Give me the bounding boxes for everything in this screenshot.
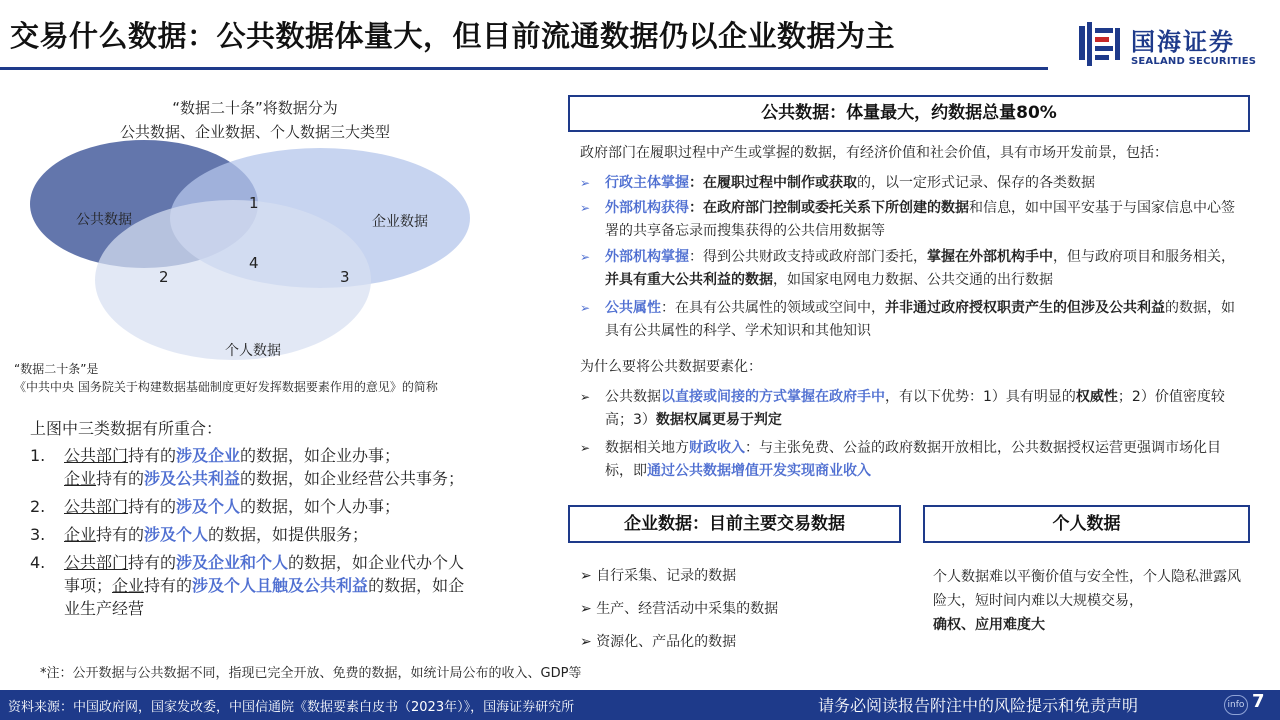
bullet-bold-text: ：在政府部门控制或委托关系下所创建的数据 [689, 200, 969, 216]
arrow-bullet-icon: ➢ [580, 390, 591, 404]
overlap-item-1 [30, 444, 470, 490]
footnote: *注：公开数据与公共数据不同，指现已完全开放、免费的数据，如统计局公布的收入、GDP等 [40, 666, 582, 681]
footer-source: 资料来源：中国政府网，国家发改委，中国信通院《数据要素白皮书（2023年）》，国海证券研究所 [8, 700, 575, 715]
plain-text: 的数据，如企业生产经营 [64, 576, 465, 618]
highlight-text: 涉及个人 [144, 525, 209, 544]
bullet-text: 和信息，如中国平安基于与国家信息中心签署的共享备忘录而搜集获得的公共信用数据等 [605, 200, 1235, 239]
enterprise-item [580, 562, 778, 595]
why-heading: 为什么要将公共数据要素化： [580, 359, 762, 375]
personal-data-text [933, 565, 1243, 637]
public-bullet-1 [580, 172, 1245, 195]
holder-text: 公共部门 [64, 446, 129, 465]
arrow-bullet-icon: ➢ [580, 441, 591, 455]
bullet-keyword: 以直接或间接的方式掌握在政府手中 [661, 389, 885, 405]
company-logo [1075, 20, 1265, 72]
enterprise-item-text: 自行采集、记录的数据 [596, 568, 737, 584]
plain-text: 持有的 [96, 469, 145, 488]
bullet-text: 公共数据 [605, 389, 661, 405]
venn-caption-line-1: “数据二十条”将数据分为 [172, 99, 338, 117]
overlap-list [30, 444, 470, 625]
arrow-bullet-icon: ➢ [580, 301, 591, 315]
highlight-text: 涉及公共利益 [144, 469, 241, 488]
holder-text: 企业 [64, 469, 97, 488]
venn-caption [60, 96, 450, 144]
plain-text: 持有的 [128, 446, 177, 465]
bullet-bold-text: 并非通过政府授权职责产生的但涉及公共利益 [885, 300, 1165, 316]
arrow-bullet-icon: ➢ [580, 201, 591, 215]
venn-region-1: 1 [249, 194, 259, 212]
venn-label-personal: 个人数据 [225, 343, 281, 359]
bullet-bold-text: 权威性 [1075, 389, 1118, 405]
title-divider [0, 67, 1048, 70]
highlight-text: 涉及个人 [176, 497, 241, 516]
bullet-keyword: 财政收入 [689, 440, 745, 456]
enterprise-item [580, 628, 778, 661]
highlight-text: 涉及企业和个人 [176, 553, 289, 572]
venn-label-public: 公共数据 [76, 212, 132, 228]
enterprise-item [580, 595, 778, 628]
page-title: 交易什么数据：公共数据体量大，但目前流通数据仍以企业数据为主 [10, 19, 896, 53]
bullet-bold-text: ：在履职过程中制作或获取 [689, 175, 857, 191]
overlap-item-3 [30, 523, 470, 546]
holder-text: 公共部门 [64, 553, 129, 572]
overlap-item-4 [30, 551, 470, 620]
plain-text: 的数据，如企业经营公共事务； [240, 469, 465, 488]
overlap-item-number: 4. [30, 553, 46, 572]
venn-region-3: 3 [340, 268, 350, 286]
public-data-intro: 政府部门在履职过程中产生或掌握的数据，有经济价值和社会价值，具有市场开发前景，包括： [580, 145, 1168, 161]
bullet-keyword: 通过公共数据增值开发实现商业收入 [647, 463, 871, 479]
public-bullet-3 [580, 246, 1245, 292]
bullet-keyword: 行政主体掌握 [605, 175, 689, 191]
plain-text: 的数据，如提供服务； [208, 525, 369, 544]
venn-diagram [30, 140, 470, 380]
why-bullet-1 [580, 386, 1245, 432]
footer-disclaimer: 请务必阅读报告附注中的风险提示和免责声明 [818, 696, 1139, 715]
enterprise-item-text: 资源化、产品化的数据 [596, 634, 737, 650]
bullet-text: 的，以一定形式记录、保存的各类数据 [857, 175, 1095, 191]
bullet-text: ：在具有公共属性的领域或空间中， [661, 300, 885, 316]
holder-text: 企业 [64, 525, 97, 544]
plain-text: 持有的 [96, 525, 145, 544]
plain-text: 持有的 [144, 576, 193, 595]
personal-text: 个人数据难以平衡价值与安全性，个人隐私泄露风险大，短时间内难以大规模交易， [933, 569, 1241, 609]
plain-text: 的数据，如个人办事； [240, 497, 401, 516]
arrow-bullet-icon: ➢ [580, 176, 591, 190]
venn-label-enterprise: 企业数据 [372, 214, 428, 230]
plain-text: 的数据，如企业代办个人事项； [64, 553, 465, 595]
bullet-text: ，如国家电网电力数据、公共交通的出行数据 [773, 272, 1053, 288]
public-bullet-4 [580, 297, 1245, 343]
arrow-bullet-icon: ➢ [580, 250, 591, 264]
venn-region-4: 4 [249, 254, 259, 272]
arrow-bullet-icon: ➢ [580, 568, 597, 584]
overlap-item-number: 2. [30, 497, 46, 516]
bullet-text: ，但与政府项目和服务相关， [1053, 249, 1235, 265]
venn-note-line-1: “数据二十条”是 [14, 362, 99, 376]
bullet-bold-text: 数据权属更易于判定 [655, 412, 782, 428]
public-bullet-2 [580, 197, 1245, 243]
bullet-text: ：得到公共财政支持或政府部门委托， [689, 249, 927, 265]
bullet-text: ：与主张免费、公益的政府数据开放相比，公共数据授权运营更强调市场化目标，即 [605, 440, 1221, 479]
logo-english-name: SEALAND SECURITIES [1131, 56, 1257, 67]
bullet-text: 数据相关地方 [605, 440, 689, 456]
overlap-item-number: 3. [30, 525, 46, 544]
overlap-heading: 上图中三类数据有所重合： [30, 419, 223, 438]
venn-note-line-2: 《中共中央 国务院关于构建数据基础制度更好发挥数据要素作用的意见》的简称 [14, 380, 438, 394]
enterprise-data-box-title: 企业数据：目前主要交易数据 [568, 505, 901, 543]
plain-text: 持有的 [128, 553, 177, 572]
info-badge-icon: info [1224, 695, 1248, 715]
enterprise-data-list [580, 562, 778, 661]
personal-bold-text: 确权、应用难度大 [933, 617, 1045, 633]
bullet-keyword: 公共属性 [605, 300, 661, 316]
holder-text: 企业 [112, 576, 145, 595]
venn-note [14, 360, 438, 396]
overlap-item-number: 1. [30, 446, 46, 465]
plain-text: 的数据，如企业办事； [240, 446, 401, 465]
highlight-text: 涉及个人且触及公共利益 [192, 576, 369, 595]
page-number: 7 [1252, 691, 1265, 712]
arrow-bullet-icon: ➢ [580, 601, 597, 617]
bullet-bold-text: 并具有重大公共利益的数据 [605, 272, 773, 288]
venn-circle-personal [95, 200, 371, 360]
venn-caption-line-2: 公共数据、企业数据、个人数据三大类型 [119, 123, 390, 141]
why-bullet-2 [580, 437, 1245, 483]
bullet-keyword: 外部机构掌握 [605, 249, 689, 265]
bullet-keyword: 外部机构获得 [605, 200, 689, 216]
arrow-bullet-icon: ➢ [580, 634, 597, 650]
holder-text: 公共部门 [64, 497, 129, 516]
bullet-text: ；2）价值密度较高；3） [605, 389, 1225, 428]
public-data-box-title: 公共数据：体量最大，约数据总量80% [568, 95, 1250, 132]
footer-bar [0, 690, 1280, 720]
overlap-item-2 [30, 495, 470, 518]
plain-text: 持有的 [128, 497, 177, 516]
bullet-text: ，有以下优势：1）具有明显的 [885, 389, 1076, 405]
venn-region-2: 2 [159, 268, 169, 286]
sealand-logo-icon [1077, 20, 1125, 68]
logo-chinese-name: 国海证券 [1131, 28, 1235, 56]
highlight-text: 涉及企业 [176, 446, 241, 465]
personal-data-box-title: 个人数据 [923, 505, 1250, 543]
enterprise-item-text: 生产、经营活动中采集的数据 [596, 601, 779, 617]
bullet-bold-text: 掌握在外部机构手中 [927, 249, 1053, 265]
bullet-text: 的数据，如具有公共属性的科学、学术知识和其他知识 [605, 300, 1235, 339]
